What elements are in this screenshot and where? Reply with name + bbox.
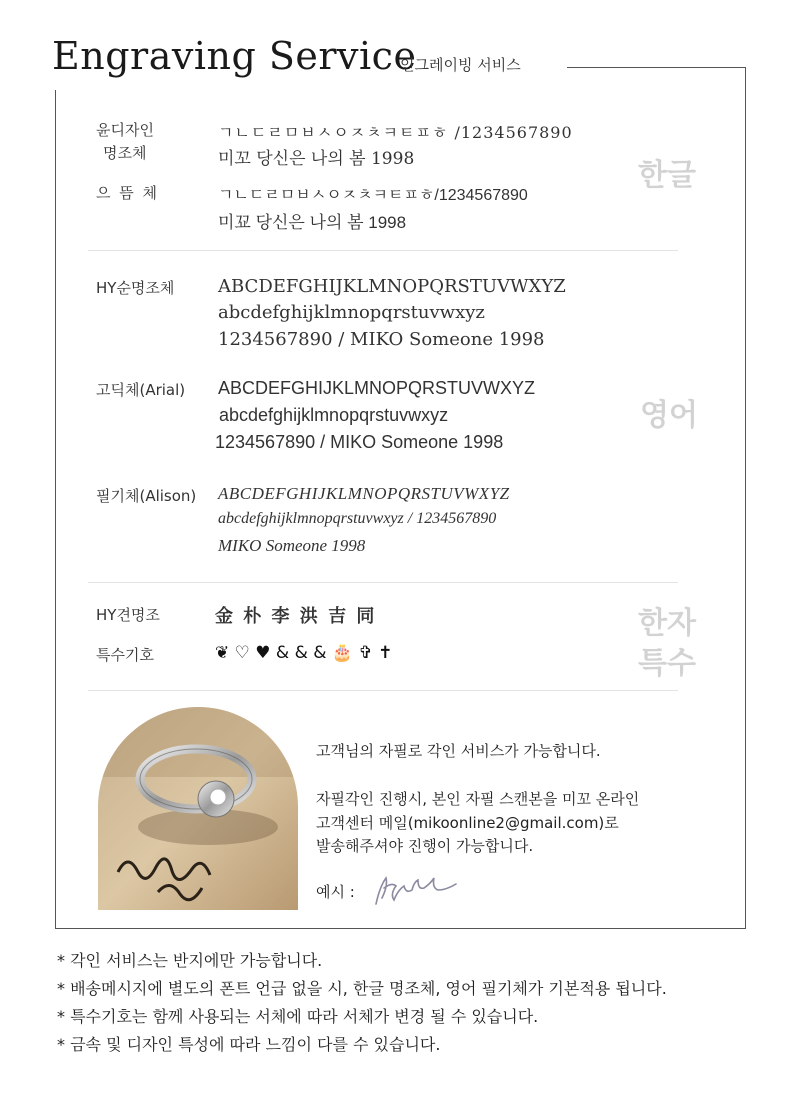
- page-title: Engraving Service: [52, 34, 417, 78]
- font-label-yun-myeongjo-1: 윤디자인: [96, 121, 154, 139]
- handwriting-desc-line1: 고객님의 자필로 각인 서비스가 가능합니다.: [316, 742, 601, 760]
- frame-bottom-line: [55, 928, 746, 929]
- watermark-hanja: 한자: [638, 606, 696, 641]
- font-label-eutteum: 으 뜸 체: [96, 184, 160, 202]
- korean-sample-myeongjo-2: 미꼬 당신은 나의 봄 1998: [218, 149, 415, 169]
- special-symbols-sample: ❦ ♡ ♥ & & & 🎂 ✞ ✝: [215, 643, 393, 663]
- english-sample-serif-upper: ABCDEFGHIJKLMNOPQRSTUVWXYZ: [218, 276, 566, 297]
- note-item: * 특수기호는 함께 사용되는 서체에 따라 서체가 변경 될 수 있습니다.: [57, 1007, 539, 1026]
- font-label-hy-gyeonmyeongjo: HY견명조: [96, 606, 160, 624]
- english-sample-script-numbers: MIKO Someone 1998: [218, 536, 366, 555]
- engraved-ring-photo: [98, 707, 298, 910]
- signature-example-image: [370, 868, 462, 910]
- font-label-arial: 고딕체(Arial): [96, 381, 186, 399]
- english-sample-serif-lower: abcdefghijklmnopqrstuvwxyz: [218, 302, 485, 323]
- note-item: * 배송메시지에 별도의 폰트 언급 없을 시, 한글 명조체, 영어 필기체가 기본적용 됩니다.: [57, 979, 667, 998]
- watermark-korean: 한글: [638, 158, 696, 193]
- english-sample-script-upper: ABCDEFGHIJKLMNOPQRSTUVWXYZ: [218, 484, 510, 503]
- section-divider: [88, 250, 678, 251]
- font-label-special-symbols: 특수기호: [96, 646, 154, 664]
- frame-top-line: [567, 67, 746, 68]
- handwriting-desc-line3: 고객센터 메일(mikoonline2@gmail.com)로: [316, 814, 619, 832]
- font-label-alison: 필기체(Alison): [96, 487, 197, 505]
- english-sample-script-lower: abcdefghijklmnopqrstuvwxyz / 1234567890: [218, 510, 497, 527]
- watermark-english: 영어: [640, 398, 698, 433]
- frame-left-line: [55, 90, 56, 929]
- font-label-yun-myeongjo-2: 명조체: [103, 144, 147, 162]
- font-label-hy-sunmyeongjo: HY순명조체: [96, 279, 175, 297]
- section-divider: [88, 690, 678, 691]
- note-item: * 금속 및 디자인 특성에 따라 느낌이 다를 수 있습니다.: [57, 1035, 441, 1054]
- english-sample-serif-numbers: 1234567890 / MIKO Someone 1998: [218, 329, 545, 350]
- korean-sample-eutteum-2: 미꾜 당신은 나의 봄 1998: [218, 213, 407, 232]
- page-subtitle: 인그레이빙 서비스: [400, 56, 521, 74]
- section-divider: [88, 582, 678, 583]
- english-sample-arial-lower: abcdefghijklmnopqrstuvwxyz: [219, 405, 449, 425]
- watermark-special: 특수: [638, 646, 696, 681]
- korean-sample-eutteum-1: ㄱㄴㄷㄹㅁㅂㅅㅇㅈㅊㅋㅌㅍㅎ/1234567890: [218, 187, 528, 204]
- english-sample-arial-numbers: 1234567890 / MIKO Someone 1998: [215, 432, 504, 452]
- signature-example-label: 예시 :: [316, 883, 355, 901]
- note-item: * 각인 서비스는 반지에만 가능합니다.: [57, 951, 323, 970]
- korean-sample-myeongjo-1: ㄱㄴㄷㄹㅁㅂㅅㅇㅈㅊㅋㅌㅍㅎ /1234567890: [218, 123, 573, 142]
- hanja-sample: 金 朴 李 洪 吉 同: [215, 606, 377, 627]
- handwriting-desc-line2: 자필각인 진행시, 본인 자필 스캔본을 미꼬 온라인: [316, 790, 640, 808]
- english-sample-arial-upper: ABCDEFGHIJKLMNOPQRSTUVWXYZ: [218, 378, 536, 398]
- frame-right-line: [745, 67, 746, 929]
- handwriting-desc-line4: 발송해주셔야 진행이 가능합니다.: [316, 837, 534, 855]
